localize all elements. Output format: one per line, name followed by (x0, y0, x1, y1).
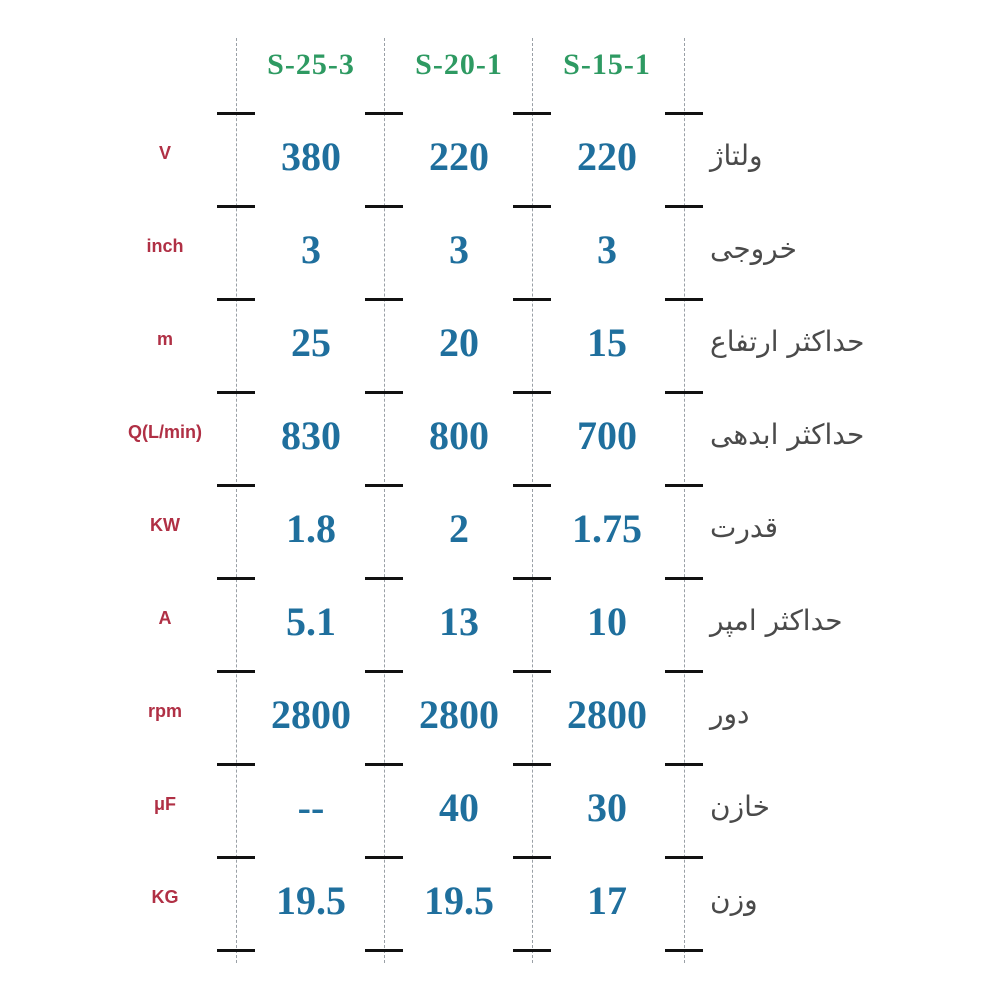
model-header-s-20-1: S-20-1 (415, 48, 503, 81)
value-cell: -- (297, 785, 325, 830)
value-cell: 1.75 (572, 506, 642, 551)
value-cell: 5.1 (286, 599, 336, 644)
param-label: دور (710, 697, 750, 730)
value-cell: 2800 (271, 692, 351, 737)
value-cell: 700 (577, 413, 637, 458)
value-cell: 13 (439, 599, 479, 644)
value-cell: 25 (291, 320, 331, 365)
param-label: خازن (710, 790, 770, 823)
spec-row-max-head (0, 299, 1000, 393)
spec-row-max-flow (0, 392, 1000, 486)
spec-row-weight (0, 857, 1000, 951)
value-cell: 2 (449, 506, 469, 551)
param-label: قدرت (710, 511, 778, 544)
value-cell: 3 (301, 227, 321, 272)
spec-row-speed (0, 671, 1000, 765)
param-label: وزن (710, 883, 758, 916)
value-cell: 17 (587, 878, 627, 923)
value-cell: 380 (281, 134, 341, 179)
spec-row-capacitor (0, 764, 1000, 858)
unit-label: μF (153, 794, 176, 814)
unit-label: KG (151, 887, 179, 907)
spec-row-max-amp (0, 578, 1000, 672)
value-cell: 15 (587, 320, 627, 365)
spec-row-voltage (0, 113, 1000, 207)
unit-label: m (156, 329, 173, 349)
value-cell: 19.5 (276, 878, 346, 923)
value-cell: 830 (281, 413, 341, 458)
value-cell: 30 (587, 785, 627, 830)
model-header-s-15-1: S-15-1 (563, 48, 651, 81)
param-label: ولتاژ (710, 139, 763, 172)
param-label: حداکثر ابدهی (710, 418, 865, 451)
param-label: حداکثر امپر (710, 604, 843, 637)
value-cell: 3 (597, 227, 617, 272)
value-cell: 20 (439, 320, 479, 365)
value-cell: 1.8 (286, 506, 336, 551)
spec-row-power (0, 485, 1000, 579)
param-label: حداکثر ارتفاع (710, 325, 865, 358)
value-cell: 800 (429, 413, 489, 458)
unit-label: V (158, 143, 171, 163)
value-cell: 220 (429, 134, 489, 179)
value-cell: 220 (577, 134, 637, 179)
param-label: خروجی (710, 232, 797, 265)
value-cell: 2800 (419, 692, 499, 737)
unit-label: KW (150, 515, 180, 535)
model-header-s-25-3: S-25-3 (267, 48, 355, 81)
spec-row-outlet (0, 206, 1000, 300)
value-cell: 19.5 (424, 878, 494, 923)
unit-label: Q(L/min) (128, 422, 202, 442)
value-cell: 40 (439, 785, 479, 830)
unit-label: A (158, 608, 172, 628)
value-cell: 3 (449, 227, 469, 272)
unit-label: inch (146, 236, 184, 256)
value-cell: 10 (587, 599, 627, 644)
unit-label: rpm (147, 701, 182, 721)
value-cell: 2800 (567, 692, 647, 737)
